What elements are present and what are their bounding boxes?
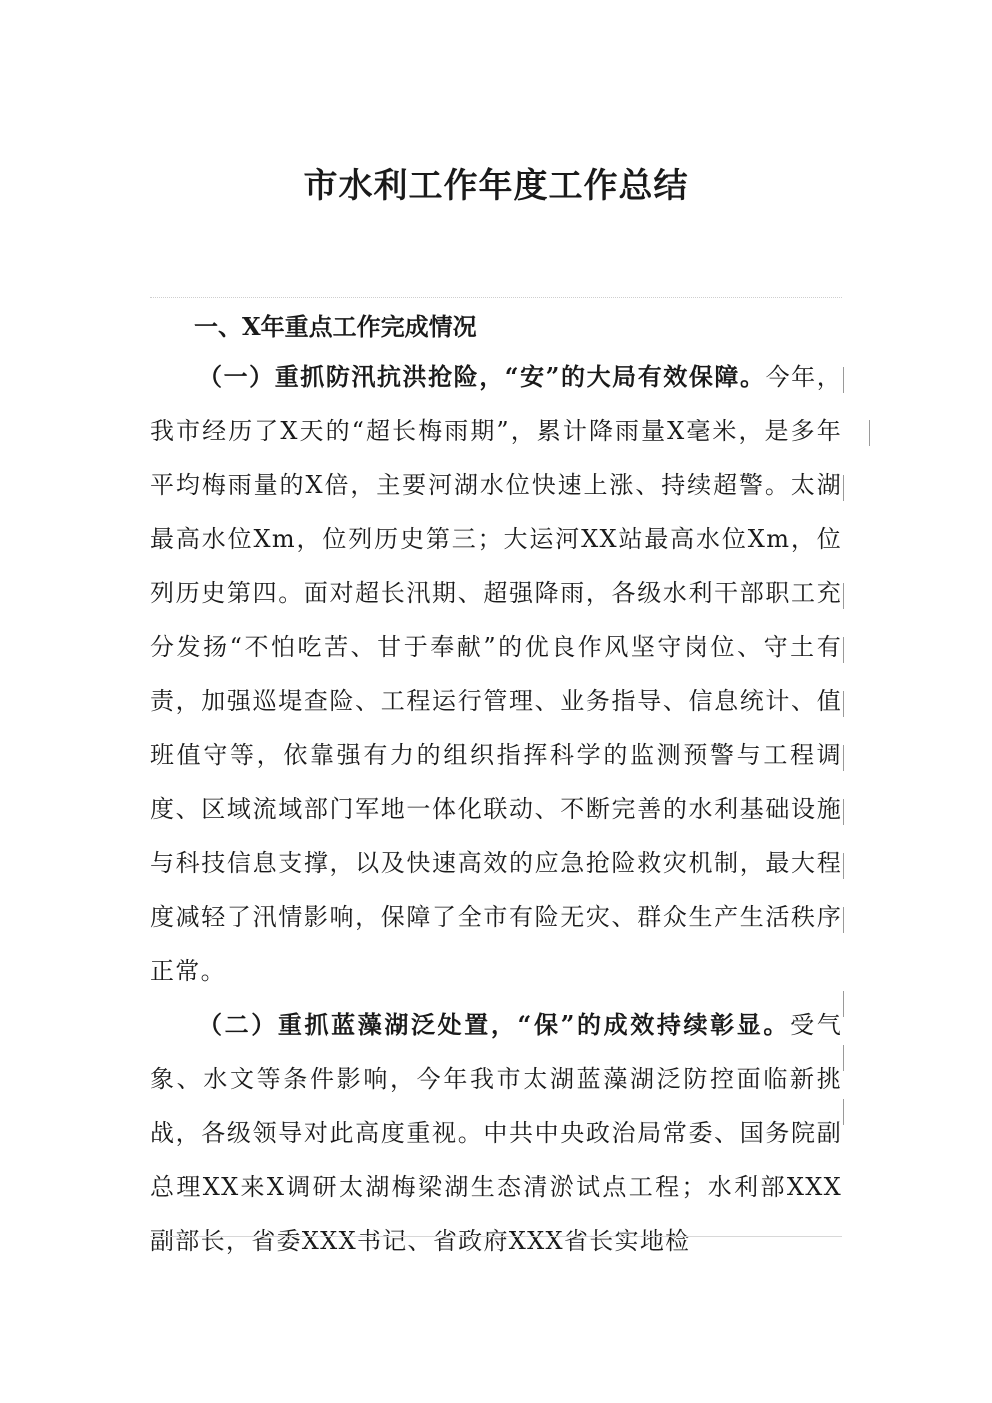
- margin-mark: [843, 637, 844, 663]
- margin-mark: [843, 583, 844, 609]
- section-heading: 一、X年重点工作完成情况: [194, 312, 477, 341]
- margin-mark: [843, 799, 844, 825]
- margin-mark: [843, 1045, 844, 1071]
- margin-mark: [869, 420, 870, 446]
- margin-mark: [843, 745, 844, 771]
- paragraph-lead-heading: （二）重抓蓝藻湖泛处置，“保”的成效持续彰显。: [198, 1010, 791, 1039]
- paragraph-body-text: 今年，我市经历了X天的“超长梅雨期”，累计降雨量X毫米，是多年平均梅雨量的X倍，主要河湖水位快速上涨、持续超警。太湖最高水位Xm，位列历史第三；大运河XX站最高水位Xm，位列历史第四。面对超长汛期、超强降雨，各级水利干部职工充分发扬“不怕吃苦、甘于奉献”的优良作风坚守岗位、守土有责，加强巡堤查险、工程运行管理、业务指导、信息统计、值班值守等，依靠强有力的组织指挥科学的监测预警与工程调度、区域流域部门军地一体化联动、不断完善的水利基础设施与科技信息支撑，以及快速高效的应急抢险救灾机制，最大程度减轻了汛情影响，保障了全市有险无灾、群众生产生活秩序正常。: [150, 363, 842, 985]
- margin-mark: [843, 991, 844, 1017]
- paragraph-lead-heading: （一）重抓防汛抗洪抢险，“安”的大局有效保障。: [198, 362, 766, 391]
- text-area-top-divider: [150, 297, 842, 298]
- margin-mark: [843, 475, 844, 501]
- document-body: [150, 304, 842, 1268]
- margin-mark: [843, 1099, 844, 1125]
- paragraph-algae-control: [150, 998, 842, 1268]
- margin-mark: [843, 907, 844, 933]
- margin-mark: [843, 691, 844, 717]
- text-area-bottom-divider: [150, 1236, 842, 1237]
- document-title: 市水利工作年度工作总结: [303, 166, 689, 206]
- margin-mark: [843, 853, 844, 879]
- margin-mark: [843, 367, 844, 393]
- paragraph-body-text: 受气象、水文等条件影响，今年我市太湖蓝藻湖泛防控面临新挑战，各级领导对此高度重视。中共中央政治局常委、国务院副总理XX来X调研太湖梅梁湖生态清淤试点工程；水利部XXX副部长，省委XXX书记、省政府XXX省长实地检: [150, 1011, 842, 1255]
- paragraph-flood-control: [150, 350, 842, 998]
